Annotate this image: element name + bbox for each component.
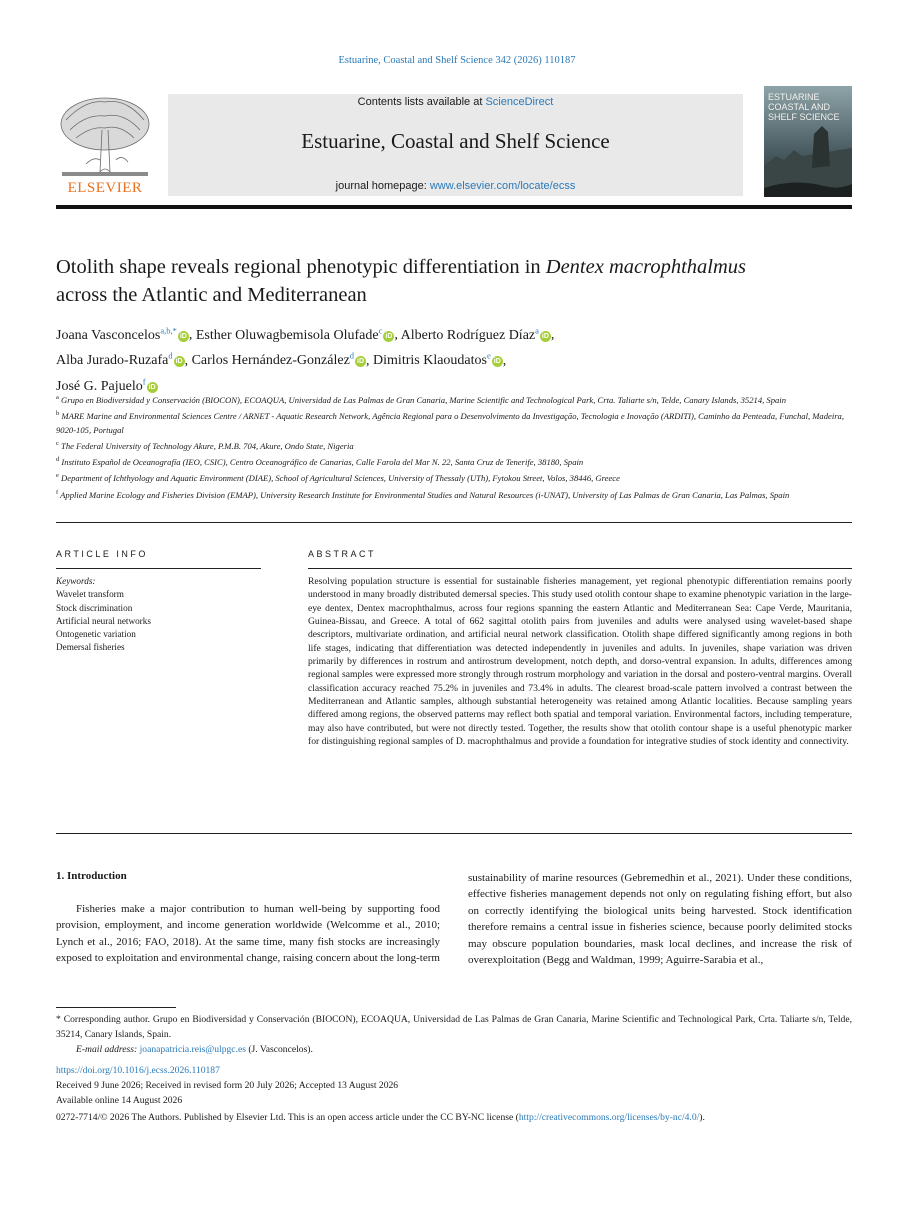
online-date: Available online 14 August 2026 — [56, 1095, 183, 1106]
homepage-prefix: journal homepage: — [335, 180, 430, 192]
author-affiliation-mark[interactable]: e — [486, 350, 491, 361]
orcid-icon[interactable]: iD — [357, 358, 365, 366]
email-link[interactable]: joanapatricia.reis@ulpgc.es — [139, 1044, 246, 1055]
header-rule — [56, 205, 852, 209]
affiliation-text: Instituto Español de Oceanografía (IEO, CSIC), Centro Oceanográfico de Canarias, Calle Farola del Mar N. 22, Santa Cruz de Tenerife, 38180, Spain — [61, 457, 584, 468]
introduction-column-1: Fisheries make a major contribution to human well-being by supporting food provision, employment, and income generation worldwide (Welcomme et al., 2010; Lynch et al., 2016; FAO, 2018). At the same time, many fish stocks are increasingly exposed to exploitation and environmental change, raising concern about the long-term — [56, 903, 440, 965]
affiliation — [56, 453, 856, 469]
author-affiliation-mark[interactable]: d — [349, 350, 355, 361]
journal-cover-thumbnail[interactable] — [764, 86, 852, 197]
orcid-icon[interactable]: iD — [385, 332, 393, 340]
doi-link[interactable]: https://doi.org/10.1016/j.ecss.2026.110187 — [56, 1065, 220, 1076]
affiliation — [56, 407, 856, 437]
affiliation-text: Department of Ichthyology and Aquatic Environment (DIAE), School of Agricultural Sciences, University of Thessaly (UTh), Fytokou Street, Volos, 38446, Greece — [61, 473, 620, 484]
orcid-icon[interactable]: iD — [541, 332, 549, 340]
orcid-icon[interactable]: iD — [148, 383, 156, 391]
corresponding-footnote — [56, 1012, 852, 1057]
history-dates: Received 9 June 2026; Received in revised form 20 July 2026; Accepted 13 August 2026 — [56, 1080, 399, 1091]
affiliation-label: a — [56, 394, 59, 401]
sciencedirect-link[interactable]: ScienceDirect — [485, 96, 554, 108]
author-affiliation-mark[interactable]: a,b,* — [160, 325, 177, 335]
divider — [56, 522, 852, 523]
orcid-icon[interactable]: iD — [179, 332, 187, 340]
license-statement — [56, 1110, 852, 1125]
author-list: Joana Vasconcelos$^{a,b,*}$iD , Esther Oluwagbemisola Olufade$^c$iD , Alberto Rodríguez Díaz$^a$iD , Alba Jurado-Ruzafa$^d$iD , Carlos Hernández-González$^d$iD , Dimitris Klaoudatos$^e$iD , José G. Pajuelo$^f$iD — [56, 325, 555, 394]
affiliation — [56, 391, 856, 407]
keywords-block — [56, 575, 266, 655]
author-affiliation-mark[interactable]: f — [142, 376, 146, 387]
affiliation-list — [56, 391, 856, 502]
abstract-heading: ABSTRACT — [308, 549, 377, 559]
abstract-text: Resolving population structure is essential for sustainable fisheries management, yet regional phenotypic differentiation remains poorly understood in many broadly distributed demersal species. This study used otolith contour shape to examine phenotypic variation in the large-eye dentex, Dentex macrophthalmus, across four regions spanning the eastern Atlantic and Mediterranean Sea: Cape Verde, Mauritania, Guinea-Bissau, and Greece. A total of 662 sagittal otolith pairs from juveniles and adults were analysed using wavelet-based shape descriptors, multivariate ordination, and artificial neural network classification. Otolith shape differed significantly among regions in both life stages, indicating that differentiation was detected independently in juveniles and adults. In juveniles, shape variation was driven primarily by differences in rostrum and antirostrum development, notch depth, and dorso-ventral expansion. In adults, differences among regional samples were expressed more strongly through rostrum morphology and variation in the dorsal and postero-ventral margins. Overall classification accuracy reached 75.2% in juveniles and 73.4% in adults. The clearest broad-scale pattern involved a contrast between the Mediterranean and Atlantic samples, although substantial heterogeneity was retained among Atlantic localities. Because sampling years differed among regions, the observed patterns may reflect both spatial and temporal variation. Environmental factors, including temperature, may also have contributed, but were not directly tested. Together, the results show that otolith contour shape is a useful phenotypic marker for distinguishing regional samples of D. macrophthalmus and provide a foundation for integrative studies of stock identity and connectivity. — [308, 576, 852, 748]
contents-prefix: Contents lists available at — [357, 96, 486, 108]
author[interactable] — [56, 350, 185, 369]
orcid-icon[interactable]: iD — [493, 358, 501, 366]
affiliation-text: Grupo en Biodiversidad y Conservación (BIOCON), ECOAQUA, Universidad de Las Palmas de Gran Canaria, Marine Scientific and Technological Park, Crta. Taliarte s/n, Telde, Canary Islands, 35214, Spain — [61, 394, 786, 405]
affiliation-label: e — [56, 472, 59, 480]
affiliation-label: d — [56, 456, 60, 464]
author-affiliation-mark[interactable]: a — [535, 325, 539, 335]
license-suffix: ). — [699, 1112, 705, 1123]
title-part-1: Otolith shape reveals regional phenotypic differentiation in — [56, 256, 546, 278]
email-line — [56, 1042, 852, 1057]
author[interactable] — [373, 350, 503, 369]
affiliation-label: f — [56, 488, 59, 496]
homepage-line — [168, 180, 743, 192]
license-prefix: 0272-7714/© 2026 The Authors. Published by Elsevier Ltd. This is an open access article under the CC BY-NC license ( — [56, 1112, 519, 1123]
author-name: Alba Jurado-Ruzafa — [56, 353, 169, 369]
affiliation-label: c — [56, 439, 59, 447]
keyword: Ontogenetic variation — [56, 629, 136, 640]
affiliation-text: The Federal University of Technology Akure, P.M.B. 704, Akure, Ondo State, Nigeria — [61, 440, 354, 451]
author[interactable] — [191, 350, 366, 369]
author-name: José G. Pajuelo — [56, 378, 143, 394]
introduction-heading: 1. Introduction — [56, 870, 127, 882]
article-title — [56, 253, 756, 309]
title-part-2: across the Atlantic and Mediterranean — [56, 284, 367, 306]
contents-line — [168, 96, 743, 108]
footnote-rule — [56, 1007, 176, 1008]
divider — [56, 833, 852, 834]
affiliation-text: Applied Marine Ecology and Fisheries Division (EMAP), University Research Institute for Environmental Studies and Natural Resources (i-UNAT), University of Las Palmas de Gran Canaria, Las Palmas, Spain — [60, 489, 790, 500]
keyword: Demersal fisheries — [56, 642, 125, 653]
author-affiliation-mark[interactable]: d — [168, 350, 173, 361]
orcid-icon[interactable]: iD — [175, 358, 183, 366]
running-head[interactable]: Estuarine, Coastal and Shelf Science 342 (2026) 110187 — [338, 55, 576, 66]
email-label: E-mail address: — [76, 1044, 140, 1055]
author[interactable] — [400, 325, 551, 343]
keywords-label: Keywords: — [56, 576, 96, 586]
title-species: Dentex macrophthalmus — [545, 256, 746, 278]
keyword: Wavelet transform — [56, 589, 124, 600]
license-link[interactable]: http://creativecommons.org/licenses/by-nc/4.0/ — [518, 1112, 700, 1123]
affiliation — [56, 437, 856, 453]
email-suffix: (J. Vasconcelos). — [245, 1044, 313, 1055]
author[interactable] — [195, 325, 395, 343]
affiliation — [56, 486, 856, 502]
article-info-heading: ARTICLE INFO — [56, 549, 148, 559]
homepage-link[interactable]: www.elsevier.com/locate/ecss — [429, 180, 576, 192]
affiliation-text: MARE Marine and Environmental Sciences Centre / ARNET - Aquatic Research Network, Agência Regional para o Desenvolvimento da Investigação, Tecnologia e Inovação (ARDITI), Caminho da Penteada, Funchal, Madeira, 9020-105, Portugal — [56, 411, 844, 435]
corresponding-author-note: * Corresponding author. Grupo en Biodiversidad y Conservación (BIOCON), ECOAQUA, Universidad de Las Palmas de Gran Canaria, Marine Scientific and Technological Park, Crta. Taliarte s/n, Telde, 35214, Canary Islands, Spain. — [56, 1014, 852, 1040]
divider — [308, 568, 852, 569]
keyword-list — [56, 588, 266, 654]
journal-name: Estuarine, Coastal and Shelf Science — [301, 129, 610, 153]
affiliation — [56, 469, 856, 485]
affiliation-label: b — [56, 410, 60, 418]
divider — [56, 568, 261, 569]
keyword: Stock discrimination — [56, 602, 133, 613]
cover-title: ESTUARINE COASTAL AND SHELF SCIENCE — [768, 92, 840, 122]
author-name: Joana Vasconcelos — [56, 327, 161, 343]
keyword: Artificial neural networks — [56, 615, 151, 626]
author[interactable] — [56, 325, 189, 343]
introduction-column-2: sustainability of marine resources (Gebremedhin et al., 2021). Under these conditions, effective fisheries management depends not only on regulating fishing effort, but also on correctly identifying the biological units being harvested. Stock identification therefore remains a central issue in fisheries science, because poorly delimited stocks may obscure population boundaries, mask local declines, and increase the risk of overexploitation (Begg and Waldman, 1999; Aguirre-Sarabia et al., — [468, 872, 852, 967]
author-name: Alberto Rodríguez Díaz — [400, 327, 536, 343]
author-name: Esther Oluwagbemisola Olufade — [195, 327, 379, 343]
elsevier-wordmark: ELSEVIER — [67, 180, 143, 196]
author-affiliation-mark[interactable]: c — [378, 325, 383, 335]
author-name: Carlos Hernández-González — [191, 353, 350, 369]
author-name: Dimitris Klaoudatos — [373, 353, 487, 369]
